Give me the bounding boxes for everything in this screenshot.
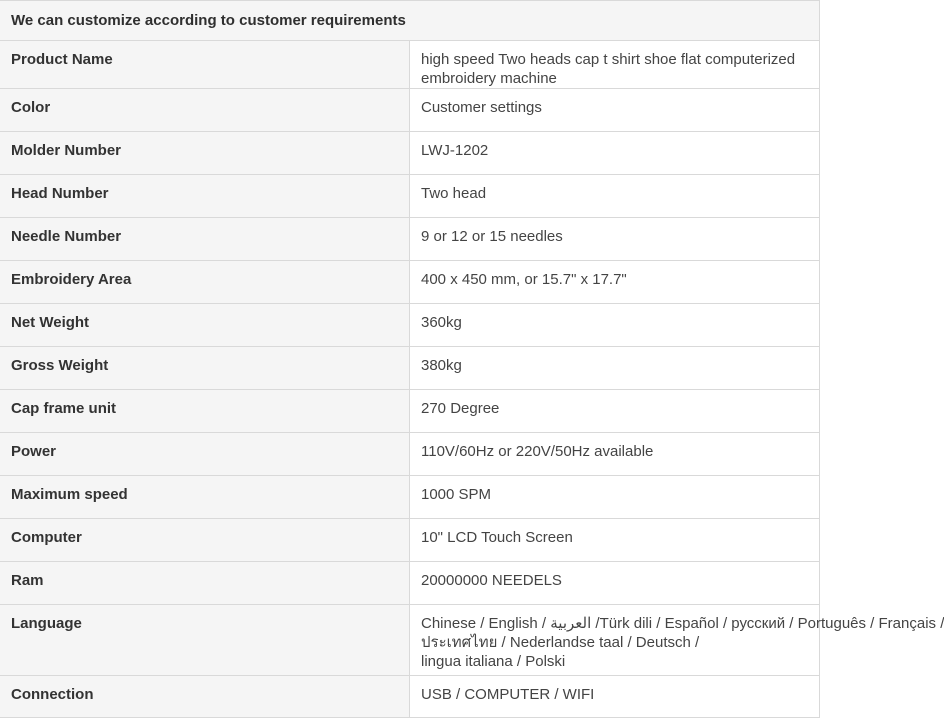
row-value: 110V/60Hz or 220V/50Hz available <box>410 433 820 476</box>
row-value: LWJ-1202 <box>410 132 820 175</box>
row-label: Color <box>0 89 410 132</box>
row-label: Cap frame unit <box>0 390 410 433</box>
language-line: ประเทศไทย / Nederlandse taal / Deutsch / <box>421 634 700 651</box>
table-row <box>0 476 820 519</box>
row-label: Computer <box>0 519 410 562</box>
row-label: Needle Number <box>0 218 410 261</box>
table-row <box>0 41 820 89</box>
row-value: 9 or 12 or 15 needles <box>410 218 820 261</box>
table-row <box>0 390 820 433</box>
row-label: Product Name <box>0 41 410 89</box>
row-value: Two head <box>410 175 820 218</box>
row-value: Customer settings <box>410 89 820 132</box>
row-label: Connection <box>0 676 410 718</box>
table-title: We can customize according to customer requirements <box>0 1 820 41</box>
table-row <box>0 562 820 605</box>
row-value: high speed Two heads cap t shirt shoe flat computerized embroidery machine <box>410 41 820 89</box>
row-label: Head Number <box>0 175 410 218</box>
row-label: Maximum speed <box>0 476 410 519</box>
row-value: 270 Degree <box>410 390 820 433</box>
row-value: USB / COMPUTER / WIFI <box>410 676 820 718</box>
row-label: Molder Number <box>0 132 410 175</box>
row-label: Ram <box>0 562 410 605</box>
table-row <box>0 304 820 347</box>
row-value: 380kg <box>410 347 820 390</box>
row-value: 360kg <box>410 304 820 347</box>
language-line: Chinese / English / العربية /Türk dili / Español / русский / Português / Français / <box>421 615 944 632</box>
table-row <box>0 132 820 175</box>
row-value: 20000000 NEEDELS <box>410 562 820 605</box>
table-row <box>0 433 820 476</box>
row-label: Embroidery Area <box>0 261 410 304</box>
table-row <box>0 218 820 261</box>
row-value: 400 x 450 mm, or 15.7" x 17.7" <box>410 261 820 304</box>
table-row <box>0 605 820 676</box>
row-label: Power <box>0 433 410 476</box>
row-label: Gross Weight <box>0 347 410 390</box>
table-title-row <box>0 1 820 41</box>
table-row <box>0 676 820 718</box>
row-value-language <box>410 605 944 676</box>
table-row <box>0 519 820 562</box>
row-label: Language <box>0 605 410 676</box>
table-row <box>0 347 820 390</box>
language-line: lingua italiana / Polski <box>421 653 566 670</box>
row-value: 1000 SPM <box>410 476 820 519</box>
row-value: 10" LCD Touch Screen <box>410 519 820 562</box>
table-row <box>0 175 820 218</box>
row-label: Net Weight <box>0 304 410 347</box>
table-row <box>0 89 820 132</box>
table-row <box>0 261 820 304</box>
